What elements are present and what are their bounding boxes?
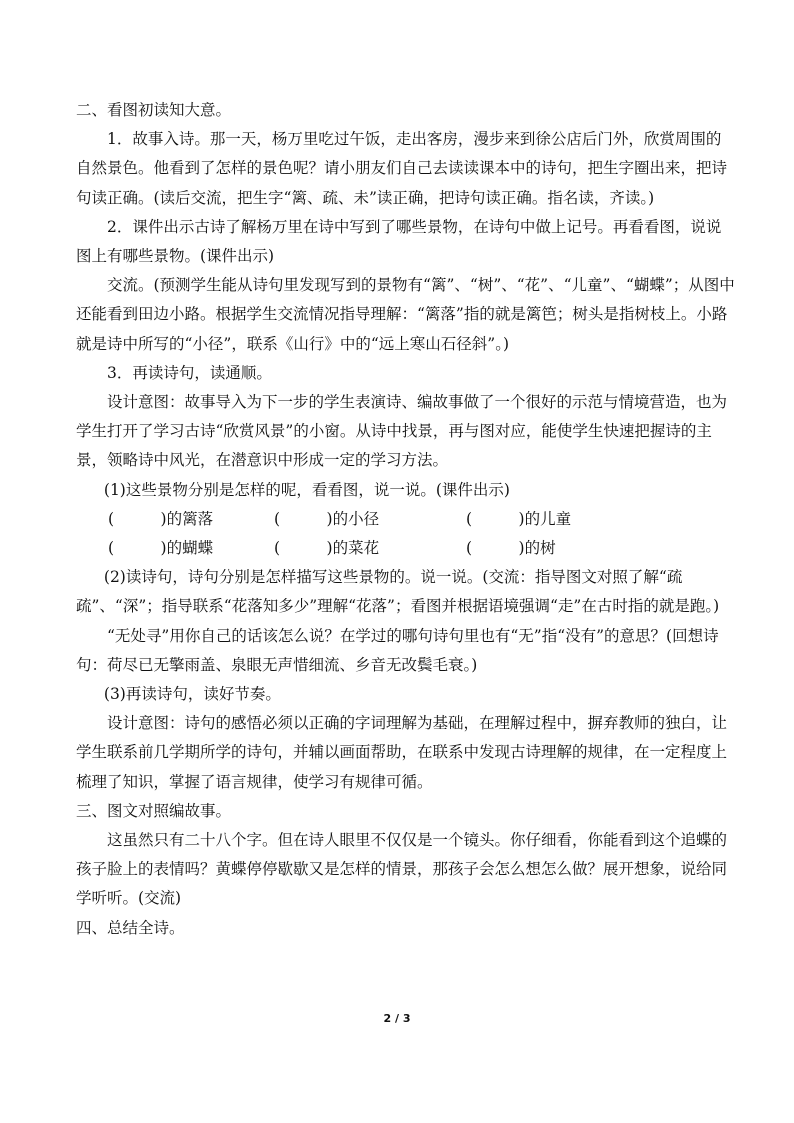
fill-blank-item: ( )的儿童 — [466, 509, 572, 528]
fill-blank-item: ( )的蝴蝶 — [108, 539, 214, 558]
document-body — [76, 96, 736, 943]
paragraph-courseware: 2．课件出示古诗了解杨万里在诗中写到了哪些景物，在诗句中做上记号。再看看图，说说图上有哪些景物。(课件出示) — [76, 217, 722, 266]
section-heading-2: 二、看图初读知大意。 — [76, 101, 232, 119]
fill-blank-item: ( )的篱落 — [108, 509, 214, 528]
fill-blank-row — [76, 534, 736, 563]
fill-blank-item: ( )的树 — [466, 539, 556, 558]
fill-blank-item: ( )的小径 — [274, 509, 380, 528]
section-heading-3: 三、图文对照编故事。 — [76, 801, 232, 820]
paragraph-design-intent-2: 设计意图：诗句的感悟必须以正确的字词理解为基础，在理解过程中，摒弃教师的独白，让学生联系前几学期所学的诗句，并辅以画面帮助，在联系中发现古诗理解的规律，在一定程度上梳理了知识，掌握了语言规律，使学习有规律可循。 — [76, 714, 728, 791]
page-number: 2 / 3 — [383, 1012, 411, 1025]
fill-blank-row — [76, 505, 736, 534]
paragraph-reread: 3．再读诗句，读通顺。 — [107, 363, 272, 382]
paragraph-exchange: 交流。(预测学生能从诗句里发现写到的景物有“篱”、“树”、“花”、“儿童”、“蝴蝶”；从图中还能看到田边小路。根据学生交流情况指导理解：“篱落”指的就是篱笆；树头是指树枝上。小路就是诗中所写的“小径”，联系《山行》中的“远上寒山石径斜”。) — [76, 276, 735, 353]
fill-blank-item: ( )的菜花 — [274, 539, 380, 558]
paragraph-question-3: (3)再读诗句，读好节奏。 — [103, 685, 281, 704]
paragraph-story-intro: 1．故事入诗。那一天，杨万里吃过午饭，走出客房，漫步来到徐公店后门外，欣赏周围的自然景色。他看到了怎样的景色呢？请小朋友们自己去读读课本中的诗句，把生字圈出来，把诗句读正确。(读后交流，把生字“篱、疏、未”读正确，把诗句读正确。指名读，齐读。) — [76, 130, 728, 207]
paragraph-design-intent-1: 设计意图：故事导入为下一步的学生表演诗、编故事做了一个很好的示范与情境营造，也为学生打开了学习古诗“欣赏风景”的小窗。从诗中找景，再与图对应，能使学生快速把握诗的主景，领略诗中风光，在潜意识中形成一定的学习方法。 — [76, 393, 728, 470]
paragraph-wuchuxun: “无处寻”用你自己的话该怎么说？在学过的哪句诗句里也有“无”指“没有”的意思？(回想诗句：荷尽已无擎雨盖、泉眼无声惜细流、乡音无改鬓毛衰。) — [76, 626, 719, 674]
paragraph-question-1: (1)这些景物分别是怎样的呢，看看图，说一说。(课件出示) — [103, 480, 510, 499]
paragraph-story-making: 这虽然只有二十八个字。但在诗人眼里不仅仅是一个镜头。你仔细看，你能看到这个追蝶的孩子脸上的表情吗？黄蝶停停歇歇又是怎样的情景，那孩子会怎么想怎么做？展开想象，说给同学听听。(交流) — [76, 831, 728, 908]
paragraph-question-2: (2)读诗句，诗句分别是怎样描写这些景物的。说一说。(交流：指导图文对照了解“疏疏”、“深”；指导联系“花落知多少”理解“花落”；看图并根据语境强调“走”在古时指的就是跑。) — [76, 568, 720, 616]
section-heading-4: 四、总结全诗。 — [76, 918, 185, 937]
